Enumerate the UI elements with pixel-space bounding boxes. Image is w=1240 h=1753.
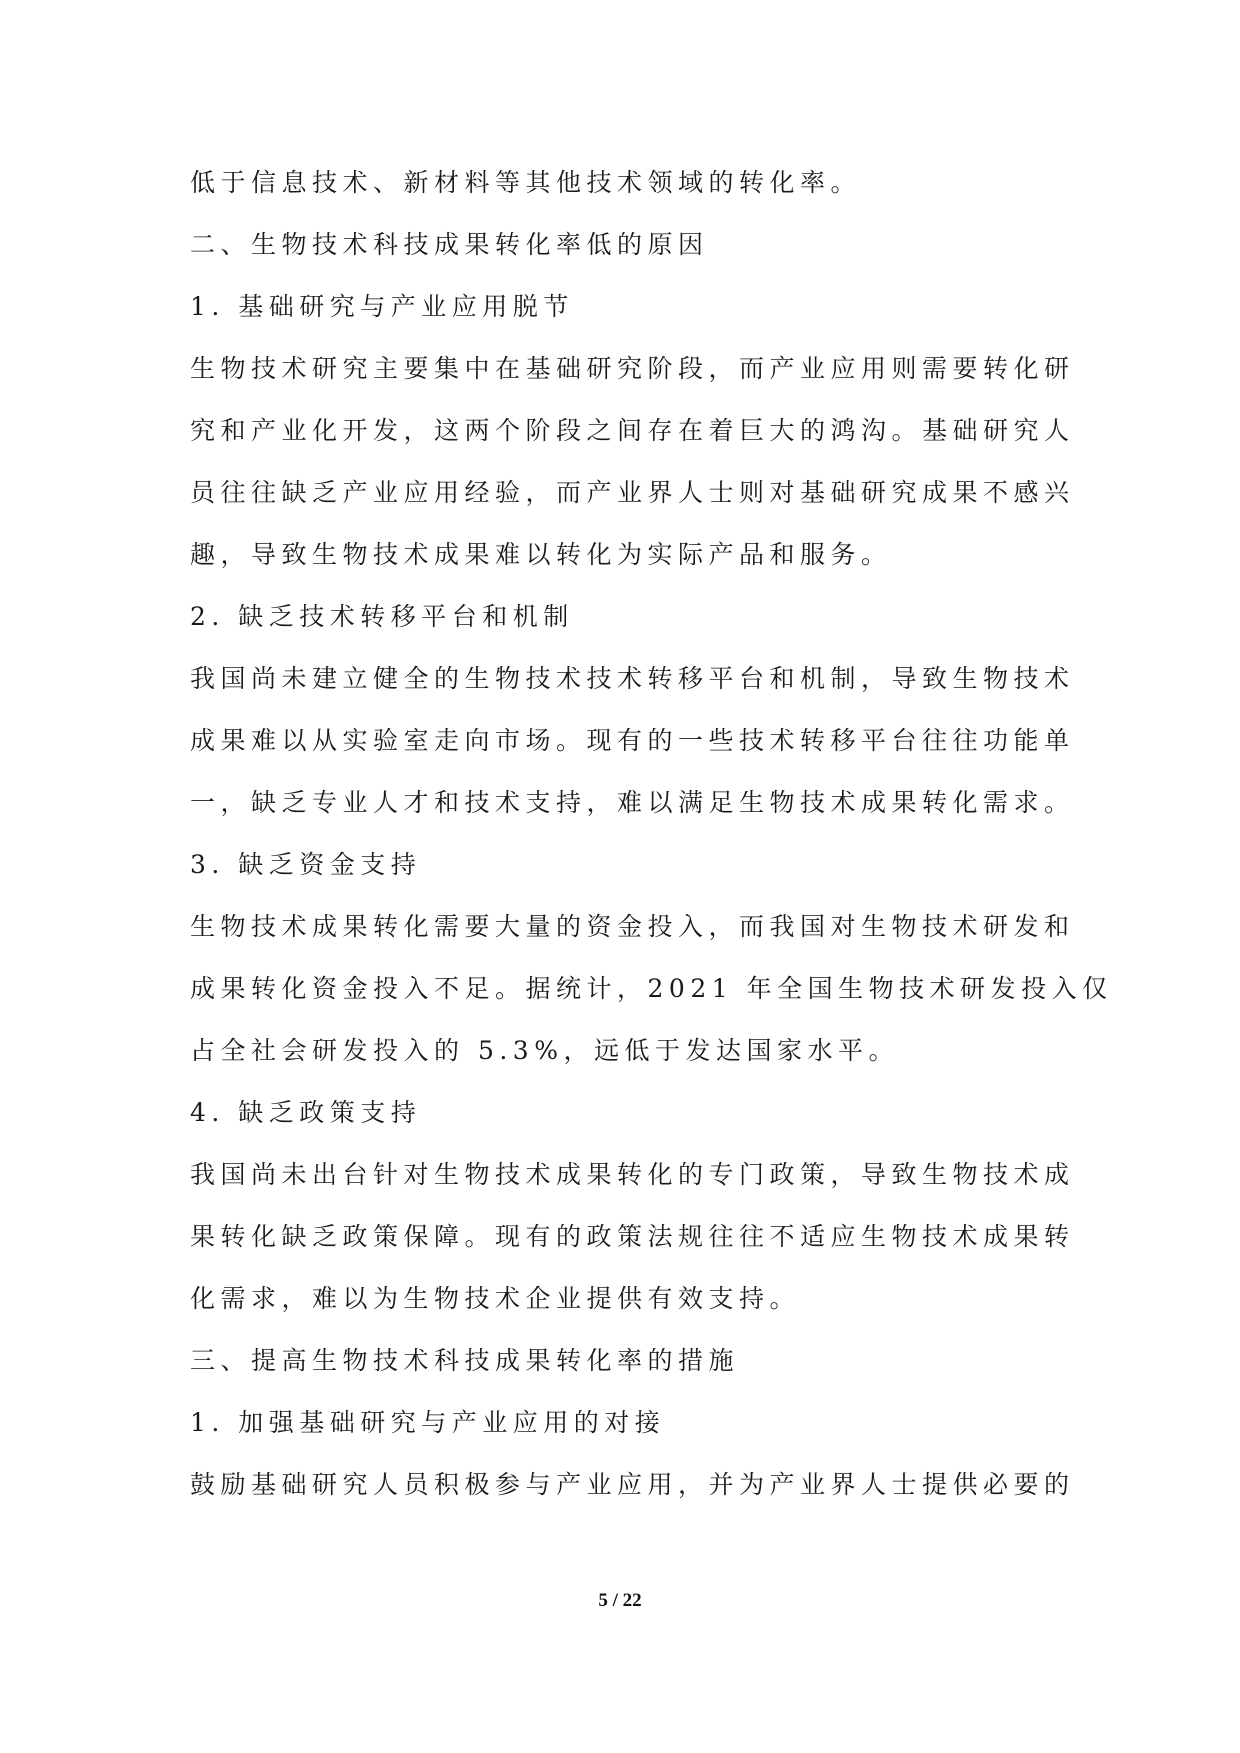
- subheading-2-4: 4. 缺乏政策支持: [190, 1098, 422, 1127]
- section-heading-2: 二、生物技术科技成果转化率低的原因: [190, 230, 709, 259]
- section-heading-3: 三、提高生物技术科技成果转化率的措施: [190, 1346, 740, 1375]
- paragraph-line: 成果转化资金投入不足。据统计，2021 年全国生物技术研发投入仅: [190, 974, 1113, 1003]
- paragraph-line: 生物技术成果转化需要大量的资金投入，而我国对生物技术研发和: [190, 912, 1075, 941]
- subheading-2-2: 2. 缺乏技术转移平台和机制: [190, 602, 574, 631]
- paragraph-line: 一，缺乏专业人才和技术支持，难以满足生物技术成果转化需求。: [190, 788, 1075, 817]
- subheading-2-1: 1. 基础研究与产业应用脱节: [190, 292, 574, 321]
- paragraph-line: 我国尚未建立健全的生物技术技术转移平台和机制，导致生物技术: [190, 664, 1075, 693]
- paragraph-line: 鼓励基础研究人员积极参与产业应用，并为产业界人士提供必要的: [190, 1470, 1075, 1499]
- paragraph-line: 生物技术研究主要集中在基础研究阶段，而产业应用则需要转化研: [190, 354, 1075, 383]
- subheading-2-3: 3. 缺乏资金支持: [190, 850, 422, 879]
- subheading-3-1: 1. 加强基础研究与产业应用的对接: [190, 1408, 666, 1437]
- paragraph-line: 究和产业化开发，这两个阶段之间存在着巨大的鸿沟。基础研究人: [190, 416, 1075, 445]
- paragraph-line: 化需求，难以为生物技术企业提供有效支持。: [190, 1284, 801, 1313]
- paragraph-line: 趣，导致生物技术成果难以转化为实际产品和服务。: [190, 540, 892, 569]
- page-number: 5 / 22: [598, 1590, 642, 1611]
- paragraph-line: 我国尚未出台针对生物技术成果转化的专门政策，导致生物技术成: [190, 1160, 1075, 1189]
- paragraph-line: 员往往缺乏产业应用经验，而产业界人士则对基础研究成果不感兴: [190, 478, 1075, 507]
- paragraph-line: 果转化缺乏政策保障。现有的政策法规往往不适应生物技术成果转: [190, 1222, 1075, 1251]
- paragraph-continuation: 低于信息技术、新材料等其他技术领域的转化率。: [190, 168, 862, 197]
- paragraph-line: 占全社会研发投入的 5.3%，远低于发达国家水平。: [190, 1036, 899, 1065]
- paragraph-line: 成果难以从实验室走向市场。现有的一些技术转移平台往往功能单: [190, 726, 1075, 755]
